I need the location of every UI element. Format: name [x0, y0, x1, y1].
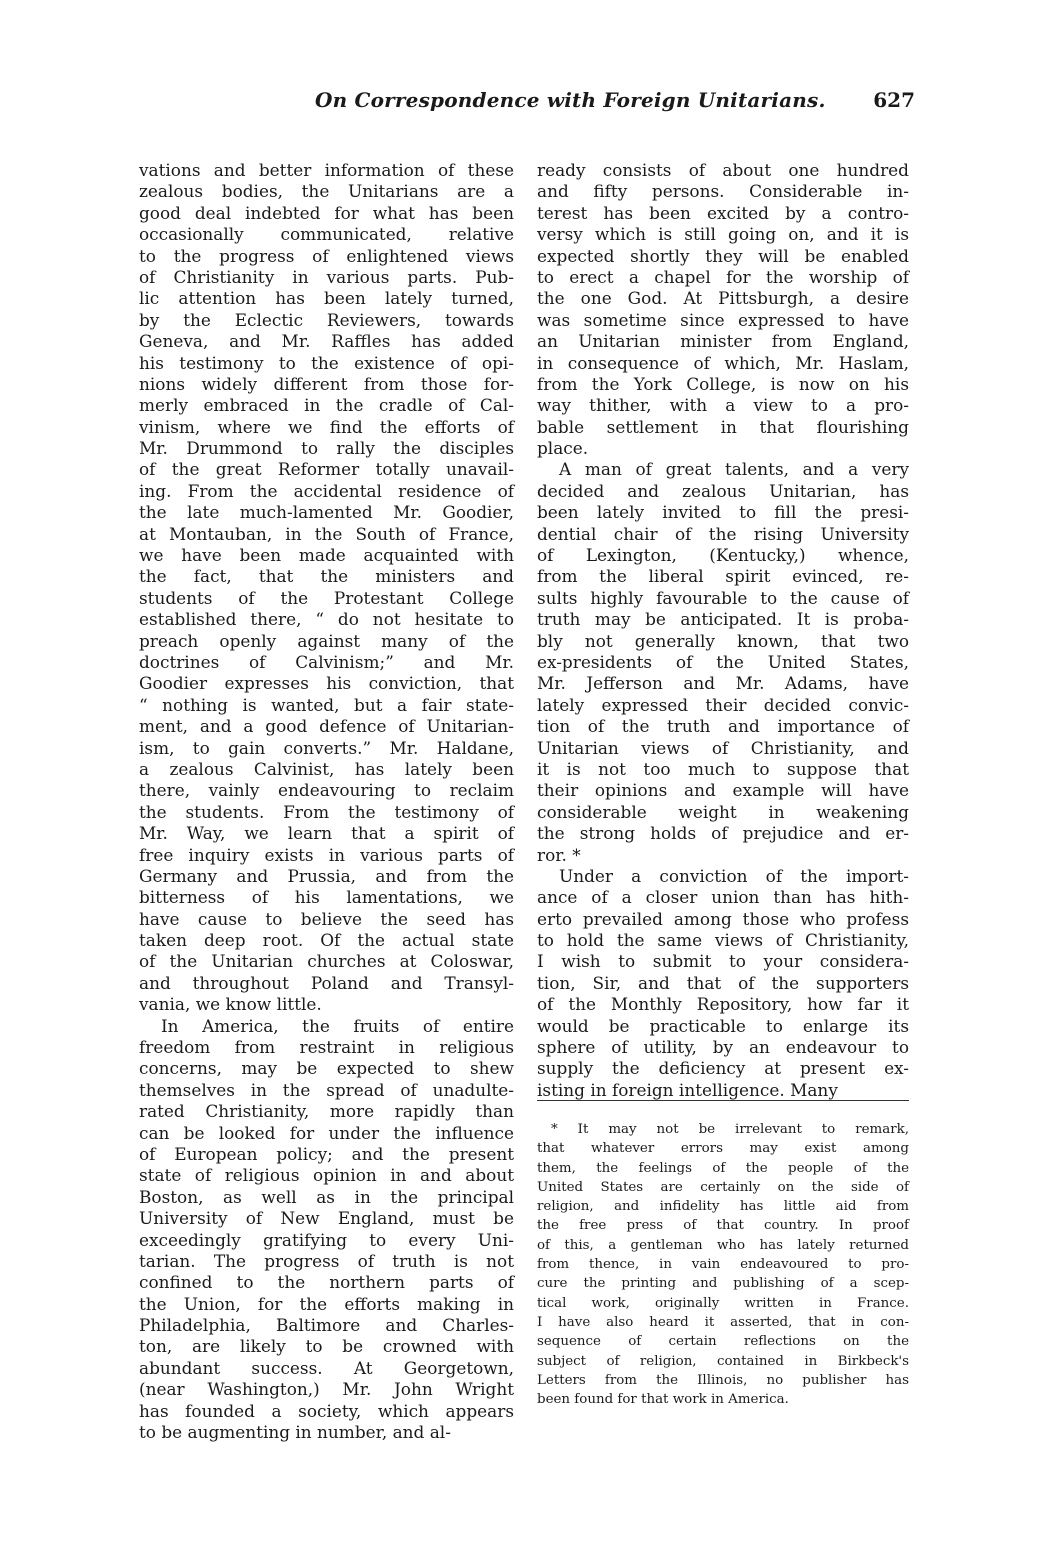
text-line: can be looked for under the influence: [139, 1122, 514, 1143]
text-line: ror. *: [537, 844, 581, 865]
text-line: in consequence of which, Mr. Haslam,: [537, 352, 909, 373]
text-line: the late much-lamented Mr. Goodier,: [139, 502, 514, 523]
text-line: of this, a gentleman who has lately returned: [537, 1237, 909, 1253]
text-line: the strong holds of prejudice and er-: [537, 823, 909, 844]
text-line: merly embraced in the cradle of Cal-: [139, 395, 514, 416]
text-line: A man of great talents, and a very: [559, 459, 909, 480]
text-line: the one God. At Pittsburgh, a desire: [537, 288, 909, 309]
text-line: to erect a chapel for the worship of: [537, 266, 909, 287]
text-line: sequence of certain reflections on the: [537, 1334, 909, 1350]
text-line: bly not generally known, that two: [537, 630, 909, 651]
text-line: I have also heard it asserted, that in con-: [537, 1314, 909, 1330]
text-line: Letters from the Illinois, no publisher has: [537, 1372, 909, 1388]
text-line: religion, and infidelity has little aid from: [537, 1199, 909, 1215]
text-line: have cause to believe the seed has: [139, 908, 514, 929]
running-title: On Correspondence with Foreign Unitarians.: [315, 88, 826, 112]
text-line: (near Washington,) Mr. John Wright: [139, 1379, 514, 1400]
text-line: bable settlement in that flourishing: [537, 416, 909, 437]
text-line: of the Monthly Repository, how far it: [537, 994, 909, 1015]
text-line: from thence, in vain endeavoured to pro-: [537, 1257, 909, 1273]
text-line: vinism, where we find the efforts of: [139, 416, 514, 437]
text-line: students of the Protestant College: [139, 587, 514, 608]
text-line: lately expressed their decided convic-: [537, 694, 909, 715]
text-line: from the York College, is now on his: [537, 373, 909, 394]
text-line: exceedingly gratifying to every Uni-: [139, 1229, 514, 1250]
text-line: University of New England, must be: [139, 1208, 514, 1229]
text-line: Geneva, and Mr. Raffles has added: [139, 331, 514, 352]
text-line: sults highly favourable to the cause of: [537, 587, 909, 608]
text-line: freedom from restraint in religious: [139, 1037, 514, 1058]
text-line: Goodier expresses his conviction, that: [139, 673, 514, 694]
text-line: the students. From the testimony of: [139, 801, 514, 822]
text-line: has founded a society, which appears: [139, 1400, 514, 1421]
text-line: been found for that work in America.: [537, 1392, 789, 1408]
text-line: a zealous Calvinist, has lately been: [139, 758, 514, 779]
text-line: vations and better information of these: [139, 160, 514, 180]
text-line: the free press of that country. In proof: [537, 1218, 909, 1234]
text-line: was sometime since expressed to have: [537, 309, 909, 330]
page-header: [140, 88, 915, 124]
text-line: ing. From the accidental residence of: [139, 480, 514, 501]
text-line: versy which is still going on, and it is: [537, 224, 909, 245]
text-line: In America, the fruits of entire: [161, 1015, 514, 1036]
text-line: Under a conviction of the import-: [559, 865, 909, 886]
text-line: ex-presidents of the United States,: [537, 651, 909, 672]
text-line: preach openly against many of the: [139, 630, 514, 651]
text-line: Boston, as well as in the principal: [139, 1186, 514, 1207]
text-line: vania, we know little.: [139, 994, 322, 1015]
text-line: ance of a closer union than has hith-: [537, 887, 909, 908]
text-line: place.: [537, 438, 589, 459]
text-line: tical work, originally written in France.: [537, 1295, 909, 1311]
text-line: of European policy; and the present: [139, 1143, 514, 1164]
text-line: sphere of utility, by an endeavour to: [537, 1037, 909, 1058]
text-line: by the Eclectic Reviewers, towards: [139, 309, 514, 330]
text-line: nions widely different from those for-: [139, 373, 514, 394]
text-line: decided and zealous Unitarian, has: [537, 480, 909, 501]
text-line: lic attention has been lately turned,: [139, 288, 514, 309]
text-line: tarian. The progress of truth is not: [139, 1250, 514, 1271]
text-line: Mr. Jefferson and Mr. Adams, have: [537, 673, 909, 694]
text-line: I wish to submit to your considera-: [537, 951, 909, 972]
text-line: United States are certainly on the side of: [537, 1179, 909, 1195]
text-line: to be augmenting in number, and al-: [139, 1422, 451, 1443]
text-line: Unitarian views of Christianity, and: [537, 737, 909, 758]
text-line: his testimony to the existence of opi-: [139, 352, 514, 373]
text-line: of Lexington, (Kentucky,) whence,: [537, 545, 909, 566]
text-line: would be practicable to enlarge its: [537, 1015, 909, 1036]
text-line: the Union, for the efforts making in: [139, 1293, 514, 1314]
text-line: way thither, with a view to a pro-: [537, 395, 909, 416]
text-line: an Unitarian minister from England,: [537, 331, 909, 352]
text-line: bitterness of his lamentations, we: [139, 887, 514, 908]
text-line: * It may not be irrelevant to remark,: [551, 1122, 909, 1137]
text-line: ton, are likely to be crowned with: [139, 1336, 514, 1357]
text-line: and fifty persons. Considerable in-: [537, 181, 909, 202]
text-line: abundant success. At Georgetown,: [139, 1357, 514, 1378]
text-line: state of religious opinion in and about: [139, 1165, 514, 1186]
text-line: been lately invited to fill the presi-: [537, 502, 909, 523]
text-line: zealous bodies, the Unitarians are a: [139, 181, 514, 202]
text-line: from the liberal spirit evinced, re-: [537, 566, 909, 587]
text-line: Germany and Prussia, and from the: [139, 865, 514, 886]
page-number: 627: [873, 88, 915, 112]
text-line: that whatever errors may exist among: [537, 1141, 909, 1157]
text-line: themselves in the spread of unadulte-: [139, 1079, 514, 1100]
text-line: tion of the truth and importance of: [537, 716, 909, 737]
footnote: [537, 1120, 909, 1409]
text-line: terest has been excited by a contro-: [537, 202, 909, 223]
text-line: taken deep root. Of the actual state: [139, 930, 514, 951]
left-column: [139, 160, 514, 1443]
text-line: to hold the same views of Christianity,: [537, 930, 909, 951]
text-line: of Christianity in various parts. Pub-: [139, 266, 514, 287]
text-line: expected shortly they will be enabled: [537, 245, 909, 266]
text-line: occasionally communicated, relative: [139, 224, 514, 245]
text-line: Mr. Drummond to rally the disciples: [139, 438, 514, 459]
text-line: Philadelphia, Baltimore and Charles-: [139, 1315, 514, 1336]
text-line: them, the feelings of the people of the: [537, 1160, 909, 1176]
text-line: the fact, that the ministers and: [139, 566, 514, 587]
text-line: dential chair of the rising University: [537, 523, 909, 544]
text-line: erto prevailed among those who profess: [537, 908, 909, 929]
text-line: tion, Sir, and that of the supporters: [537, 972, 909, 993]
right-column: [537, 160, 909, 1101]
text-line: rated Christianity, more rapidly than: [139, 1101, 514, 1122]
text-line: considerable weight in weakening: [537, 801, 909, 822]
text-line: cure the printing and publishing of a scep-: [537, 1276, 909, 1292]
text-line: Mr. Way, we learn that a spirit of: [139, 823, 514, 844]
text-line: good deal indebted for what has been: [139, 202, 514, 223]
text-line: subject of religion, contained in Birkbeck's: [537, 1353, 909, 1369]
text-line: it is not too much to suppose that: [537, 758, 909, 779]
text-line: free inquiry exists in various parts of: [139, 844, 514, 865]
text-line: of the great Reformer totally unavail-: [139, 459, 514, 480]
text-line: supply the deficiency at present ex-: [537, 1058, 909, 1079]
text-line: “ nothing is wanted, but a fair state-: [139, 694, 514, 715]
text-line: there, vainly endeavouring to reclaim: [139, 780, 514, 801]
text-line: doctrines of Calvinism;” and Mr.: [139, 651, 514, 672]
text-line: ism, to gain converts.” Mr. Haldane,: [139, 737, 514, 758]
text-line: isting in foreign intelligence. Many: [537, 1079, 838, 1100]
text-line: ment, and a good defence of Unitarian-: [139, 716, 514, 737]
text-line: established there, “ do not hesitate to: [139, 609, 514, 630]
text-line: at Montauban, in the South of France,: [139, 523, 514, 544]
text-line: truth may be anticipated. It is proba-: [537, 609, 909, 630]
text-line: ready consists of about one hundred: [537, 160, 909, 180]
text-line: we have been made acquainted with: [139, 545, 514, 566]
text-line: to the progress of enlightened views: [139, 245, 514, 266]
text-line: their opinions and example will have: [537, 780, 909, 801]
text-line: confined to the northern parts of: [139, 1272, 514, 1293]
text-line: of the Unitarian churches at Coloswar,: [139, 951, 514, 972]
footnote-rule: [537, 1100, 909, 1101]
text-line: concerns, may be expected to shew: [139, 1058, 514, 1079]
text-line: and throughout Poland and Transyl-: [139, 972, 514, 993]
